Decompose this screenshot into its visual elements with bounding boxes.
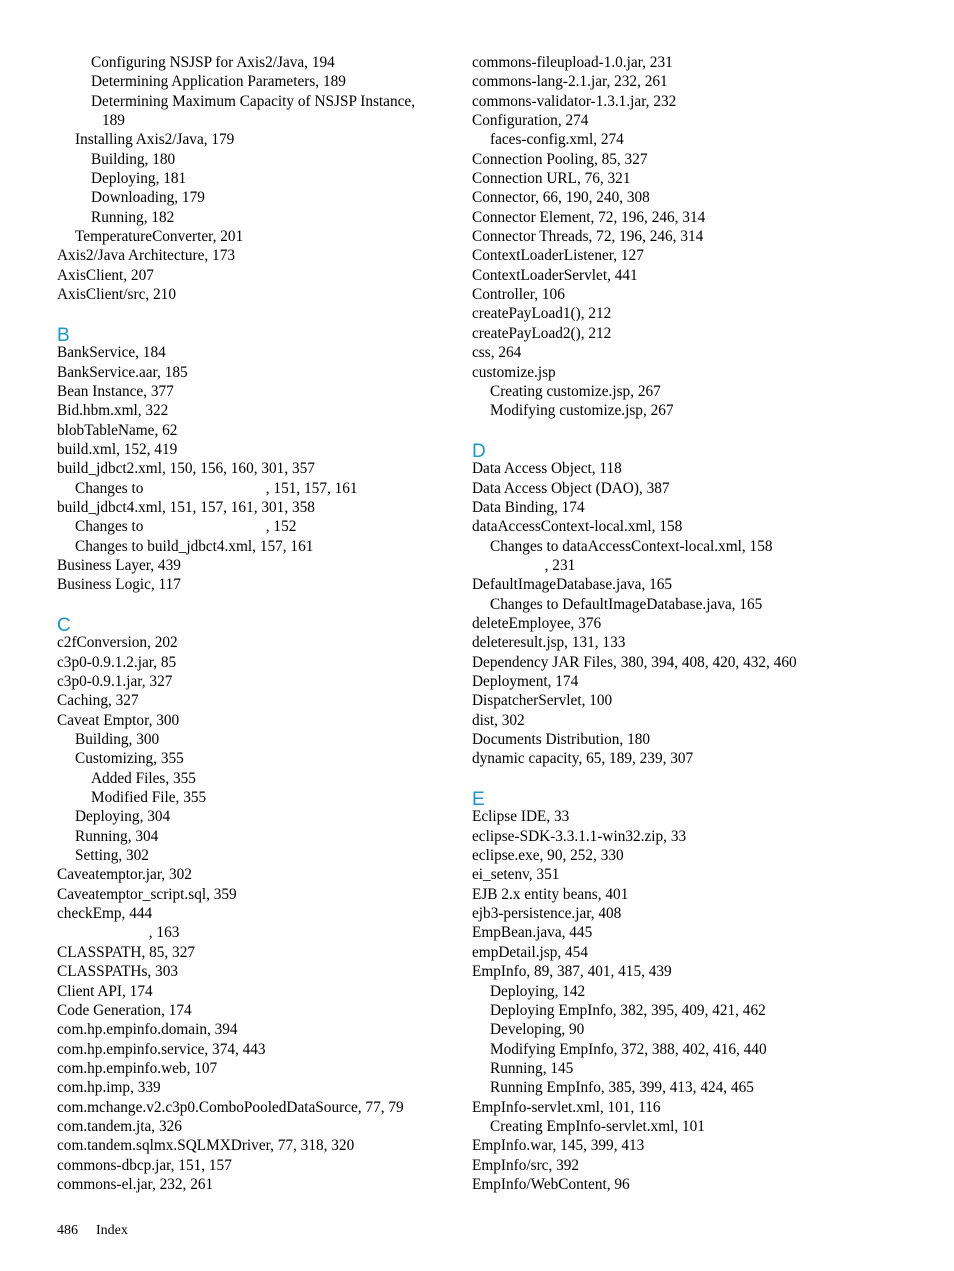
index-subsubentry: Configuring NSJSP for Axis2/Java, 194 bbox=[91, 54, 335, 71]
index-entry: commons-validator-1.3.1.jar, 232 bbox=[472, 92, 677, 110]
index-subentry: Installing Axis2/Java, 179 bbox=[75, 131, 235, 149]
section-spacer bbox=[57, 595, 462, 614]
index-entry-continuation: 189 bbox=[102, 112, 125, 130]
index-subentry: Changes to build_jdbct4.xml, 157, 161 bbox=[75, 537, 314, 555]
index-entry: customize.jsp bbox=[472, 363, 556, 381]
index-entry: commons-lang-2.1.jar, 232, 261 bbox=[472, 73, 668, 91]
index-entry: BankService.aar, 185 bbox=[57, 363, 188, 381]
index-entry: Data Access Object, 118 bbox=[472, 460, 622, 478]
index-entry: EmpInfo-servlet.xml, 101, 116 bbox=[472, 1098, 661, 1116]
index-entry: dataAccessContext-local.xml, 158 bbox=[472, 518, 683, 536]
section-spacer bbox=[57, 304, 462, 323]
index-entry: Connector Threads, 72, 196, 246, 314 bbox=[472, 228, 704, 246]
index-entry: Data Binding, 174 bbox=[472, 498, 585, 516]
index-subentry: faces-config.xml, 274 bbox=[490, 131, 624, 149]
index-entry: build.xml, 152, 419 bbox=[57, 440, 178, 458]
index-subsubentry: Downloading, 179 bbox=[91, 189, 205, 207]
index-entry: Caveat Emptor, 300 bbox=[57, 711, 180, 729]
section-spacer bbox=[472, 421, 912, 440]
index-entry: ejb3-persistence.jar, 408 bbox=[472, 905, 622, 923]
index-entry: dist, 302 bbox=[472, 711, 525, 729]
footer-section-title: Index bbox=[96, 1223, 128, 1238]
index-entry: eclipse.exe, 90, 252, 330 bbox=[472, 847, 624, 865]
index-entry: , 163 bbox=[57, 924, 180, 942]
index-entry: Business Logic, 117 bbox=[57, 576, 181, 594]
index-subentry: Setting, 302 bbox=[75, 847, 149, 865]
index-column-right bbox=[472, 53, 912, 1194]
index-entry: Caveatemptor.jar, 302 bbox=[57, 866, 192, 884]
index-entry: com.tandem.sqlmx.SQLMXDriver, 77, 318, 320 bbox=[57, 1137, 355, 1155]
index-entry: com.hp.imp, 339 bbox=[57, 1079, 161, 1097]
index-subsubentry: Determining Maximum Capacity of NSJSP Instance, bbox=[91, 92, 416, 110]
index-subentry: Creating EmpInfo-servlet.xml, 101 bbox=[490, 1117, 705, 1135]
index-entry: com.tandem.jta, 326 bbox=[57, 1117, 182, 1135]
index-subsubentry: Building, 180 bbox=[91, 150, 176, 168]
index-entry: eclipse-SDK-3.3.1.1-win32.zip, 33 bbox=[472, 827, 687, 845]
index-entry: CLASSPATH, 85, 327 bbox=[57, 943, 195, 961]
index-letter-heading: D bbox=[472, 440, 486, 462]
index-entry: AxisClient/src, 210 bbox=[57, 286, 176, 304]
index-subentry: Deploying, 142 bbox=[490, 982, 586, 1000]
index-entry: commons-el.jar, 232, 261 bbox=[57, 1175, 214, 1193]
index-entry: build_jdbct2.xml, 150, 156, 160, 301, 357 bbox=[57, 460, 315, 478]
index-subentry: Modifying customize.jsp, 267 bbox=[490, 402, 674, 420]
index-entry: build_jdbct4.xml, 151, 157, 161, 301, 358 bbox=[57, 498, 315, 516]
index-entry: Eclipse IDE, 33 bbox=[472, 808, 570, 826]
index-subentry: Changes to , 151, 157, 161 bbox=[75, 479, 358, 497]
index-subentry: TemperatureConverter, 201 bbox=[75, 228, 244, 246]
index-subentry: Running EmpInfo, 385, 399, 413, 424, 465 bbox=[490, 1079, 754, 1097]
index-entry: EmpInfo/src, 392 bbox=[472, 1156, 580, 1174]
index-entry: Bid.hbm.xml, 322 bbox=[57, 402, 169, 420]
page-footer bbox=[57, 1222, 128, 1240]
section-spacer bbox=[472, 769, 912, 788]
index-entry: deleteresult.jsp, 131, 133 bbox=[472, 634, 626, 652]
index-entry: Caching, 327 bbox=[57, 692, 139, 710]
index-entry: ContextLoaderServlet, 441 bbox=[472, 266, 638, 284]
index-entry: com.hp.empinfo.service, 374, 443 bbox=[57, 1040, 266, 1058]
index-entry: Caveatemptor_script.sql, 359 bbox=[57, 885, 237, 903]
index-entry: Data Access Object (DAO), 387 bbox=[472, 479, 670, 497]
index-subentry: Running, 145 bbox=[490, 1059, 574, 1077]
index-entry: DispatcherServlet, 100 bbox=[472, 692, 613, 710]
index-letter-heading: B bbox=[57, 324, 70, 346]
index-entry: c3p0-0.9.1.2.jar, 85 bbox=[57, 653, 177, 671]
index-entry: ei_setenv, 351 bbox=[472, 866, 560, 884]
index-column-left bbox=[57, 53, 462, 1194]
index-entry: Connector Element, 72, 196, 246, 314 bbox=[472, 208, 706, 226]
index-letter-heading: E bbox=[472, 789, 485, 811]
index-subsubentry: Added Files, 355 bbox=[91, 769, 196, 787]
index-entry: commons-dbcp.jar, 151, 157 bbox=[57, 1156, 232, 1174]
index-entry: Bean Instance, 377 bbox=[57, 382, 174, 400]
index-entry: blobTableName, 62 bbox=[57, 421, 178, 439]
index-subentry: Running, 304 bbox=[75, 827, 159, 845]
index-entry: EmpInfo, 89, 387, 401, 415, 439 bbox=[472, 963, 672, 981]
index-subentry: Changes to , 152 bbox=[75, 518, 297, 536]
index-entry: createPayLoad1(), 212 bbox=[472, 305, 612, 323]
index-entry: Connector, 66, 190, 240, 308 bbox=[472, 189, 650, 207]
index-entry: Axis2/Java Architecture, 173 bbox=[57, 247, 235, 265]
index-subsubentry: Deploying, 181 bbox=[91, 170, 187, 188]
index-entry: AxisClient, 207 bbox=[57, 266, 154, 284]
index-entry: BankService, 184 bbox=[57, 344, 166, 362]
index-entry: dynamic capacity, 65, 189, 239, 307 bbox=[472, 750, 694, 768]
index-subentry: Modifying EmpInfo, 372, 388, 402, 416, 440 bbox=[490, 1040, 767, 1058]
index-entry: Connection URL, 76, 321 bbox=[472, 170, 631, 188]
index-entry: Configuration, 274 bbox=[472, 112, 589, 130]
index-entry: Dependency JAR Files, 380, 394, 408, 420, 432, 460 bbox=[472, 653, 797, 671]
index-subentry: Changes to dataAccessContext-local.xml, 158 bbox=[490, 537, 773, 555]
index-entry: EmpBean.java, 445 bbox=[472, 924, 593, 942]
index-entry: EmpInfo/WebContent, 96 bbox=[472, 1175, 630, 1193]
index-entry: Code Generation, 174 bbox=[57, 1001, 192, 1019]
index-entry: css, 264 bbox=[472, 344, 522, 362]
index-entry: Connection Pooling, 85, 327 bbox=[472, 150, 648, 168]
index-entry: commons-fileupload-1.0.jar, 231 bbox=[472, 54, 673, 71]
index-subentry: Changes to DefaultImageDatabase.java, 165 bbox=[490, 595, 763, 613]
index-entry: Deployment, 174 bbox=[472, 673, 579, 690]
index-subentry: Developing, 90 bbox=[490, 1021, 585, 1039]
index-entry: checkEmp, 444 bbox=[57, 905, 153, 923]
index-subentry: Building, 300 bbox=[75, 731, 160, 749]
index-entry: EmpInfo.war, 145, 399, 413 bbox=[472, 1137, 645, 1155]
index-subentry: Customizing, 355 bbox=[75, 750, 184, 768]
index-entry: DefaultImageDatabase.java, 165 bbox=[472, 576, 673, 594]
index-entry: Controller, 106 bbox=[472, 286, 565, 304]
index-subsubentry: Modified File, 355 bbox=[91, 789, 207, 807]
index-entry: CLASSPATHs, 303 bbox=[57, 963, 179, 981]
index-entry: EJB 2.x entity beans, 401 bbox=[472, 885, 629, 903]
index-entry: com.hp.empinfo.domain, 394 bbox=[57, 1021, 238, 1039]
index-entry: Client API, 174 bbox=[57, 982, 153, 1000]
index-subentry: Deploying, 304 bbox=[75, 808, 171, 826]
index-entry: c2fConversion, 202 bbox=[57, 634, 178, 652]
index-subentry: Deploying EmpInfo, 382, 395, 409, 421, 462 bbox=[490, 1001, 766, 1019]
page-number: 486 bbox=[57, 1223, 78, 1238]
index-letter-heading: C bbox=[57, 614, 71, 636]
index-subsubentry: Running, 182 bbox=[91, 208, 175, 226]
index-entry: com.hp.empinfo.web, 107 bbox=[57, 1059, 218, 1077]
index-entry: deleteEmployee, 376 bbox=[472, 614, 602, 632]
index-entry: createPayLoad2(), 212 bbox=[472, 324, 612, 342]
index-entry: Business Layer, 439 bbox=[57, 556, 181, 574]
index-entry: empDetail.jsp, 454 bbox=[472, 943, 588, 961]
index-entry: Documents Distribution, 180 bbox=[472, 731, 651, 749]
index-entry: , 231 bbox=[472, 556, 576, 574]
index-entry: ContextLoaderListener, 127 bbox=[472, 247, 644, 265]
index-subentry: Creating customize.jsp, 267 bbox=[490, 382, 661, 400]
index-entry: com.mchange.v2.c3p0.ComboPooledDataSource, 77, 79 bbox=[57, 1098, 404, 1116]
index-entry: c3p0-0.9.1.jar, 327 bbox=[57, 673, 173, 690]
index-subsubentry: Determining Application Parameters, 189 bbox=[91, 73, 346, 91]
